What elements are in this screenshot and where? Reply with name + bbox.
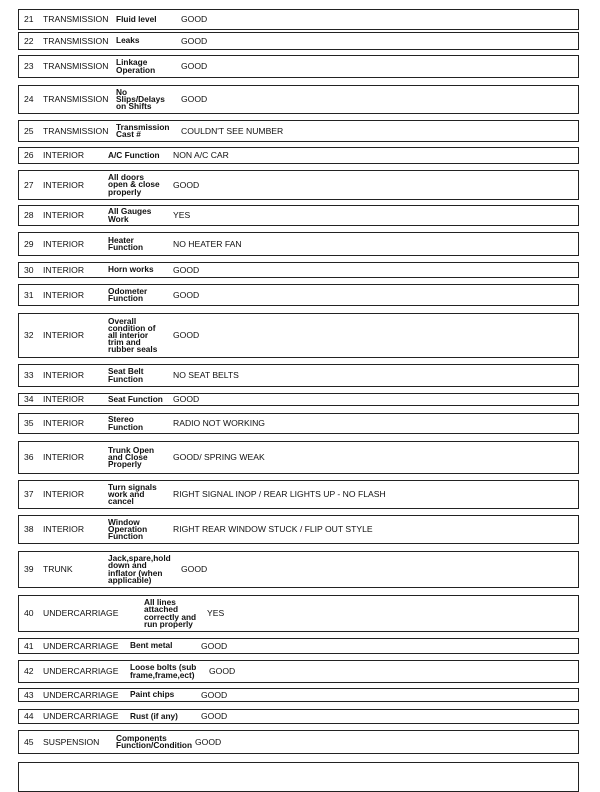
row-item: No Slips/Delays on Shifts: [116, 86, 165, 112]
row-number: 22: [24, 35, 34, 46]
table-row: [18, 709, 579, 724]
row-category: TRANSMISSION: [43, 61, 109, 72]
row-result: YES: [173, 210, 191, 221]
row-number: 35: [24, 418, 34, 429]
row-item: Leaks: [116, 35, 140, 46]
row-item: Jack,spare,hold down and inflator (when applicable): [108, 553, 171, 585]
table-row: [18, 32, 579, 50]
row-item: Heater Function: [108, 234, 144, 252]
row-category: UNDERCARRIAGE: [43, 711, 119, 722]
row-item: Components Function/Condition: [116, 732, 193, 750]
table-row: [18, 205, 579, 226]
row-result: GOOD: [195, 736, 222, 747]
row-number: 38: [24, 524, 34, 535]
row-number: 36: [24, 452, 34, 463]
row-result: GOOD: [201, 640, 228, 651]
row-item: Linkage Operation: [116, 57, 156, 75]
row-number: 24: [24, 94, 34, 105]
row-result: NO SEAT BELTS: [173, 370, 239, 381]
row-result: GOOD: [173, 289, 200, 300]
row-category: UNDERCARRIAGE: [43, 689, 119, 700]
row-category: TRANSMISSION: [43, 125, 109, 136]
row-item: Turn signals work and cancel: [108, 481, 157, 507]
table-row: [18, 232, 579, 256]
table-row: [18, 515, 579, 544]
table-row: [18, 638, 579, 654]
row-result: YES: [207, 608, 225, 619]
table-row: [18, 595, 579, 632]
row-item: Seat Function: [108, 393, 163, 404]
row-number: 26: [24, 150, 34, 161]
table-row: [18, 393, 579, 406]
row-item: Transmission Cast #: [116, 121, 170, 139]
table-row: [18, 364, 579, 387]
table-row: [18, 55, 579, 78]
next-row-border: [18, 762, 579, 792]
row-category: INTERIOR: [43, 394, 85, 405]
table-row: [18, 120, 579, 142]
row-number: 39: [24, 564, 34, 575]
table-row: [18, 313, 579, 358]
row-number: 30: [24, 264, 34, 275]
row-category: INTERIOR: [43, 524, 85, 535]
row-result: GOOD: [173, 330, 200, 341]
row-number: 25: [24, 125, 34, 136]
row-category: TRANSMISSION: [43, 94, 109, 105]
row-result: GOOD: [201, 689, 228, 700]
row-category: UNDERCARRIAGE: [43, 640, 119, 651]
row-item: Overall condition of all interior trim and rubber seals: [108, 315, 158, 355]
row-category: INTERIOR: [43, 489, 85, 500]
row-item: All doors open & close properly: [108, 172, 160, 197]
table-row: [18, 9, 579, 30]
row-result: RIGHT SIGNAL INOP / REAR LIGHTS UP - NO FLASH: [173, 489, 386, 500]
row-item: Stereo Function: [108, 414, 144, 432]
table-row: [18, 551, 579, 588]
row-result: NON A/C CAR: [173, 150, 229, 161]
row-result: GOOD: [173, 179, 200, 190]
table-row: [18, 170, 579, 200]
row-item: Fluid level: [116, 13, 157, 24]
row-category: INTERIOR: [43, 179, 85, 190]
row-result: RIGHT REAR WINDOW STUCK / FLIP OUT STYLE: [173, 524, 373, 535]
row-item: All Gauges Work: [108, 206, 152, 224]
row-number: 28: [24, 210, 34, 221]
row-number: 27: [24, 179, 34, 190]
row-category: INTERIOR: [43, 370, 85, 381]
row-category: SUSPENSION: [43, 736, 100, 747]
row-result: GOOD: [181, 564, 208, 575]
row-category: TRUNK: [43, 564, 73, 575]
row-number: 34: [24, 394, 34, 405]
row-result: RADIO NOT WORKING: [173, 418, 265, 429]
row-number: 37: [24, 489, 34, 500]
row-category: INTERIOR: [43, 238, 85, 249]
row-number: 32: [24, 330, 34, 341]
row-number: 21: [24, 14, 34, 25]
row-item: Rust (if any): [130, 710, 178, 721]
row-result: GOOD/ SPRING WEAK: [173, 452, 265, 463]
table-row: [18, 147, 579, 164]
row-result: NO HEATER FAN: [173, 238, 242, 249]
row-result: GOOD: [181, 14, 208, 25]
row-result: GOOD: [181, 61, 208, 72]
row-category: UNDERCARRIAGE: [43, 666, 119, 677]
row-category: INTERIOR: [43, 150, 85, 161]
table-row: [18, 688, 579, 702]
row-result: GOOD: [173, 264, 200, 275]
table-row: [18, 660, 579, 683]
row-number: 40: [24, 608, 34, 619]
row-category: UNDERCARRIAGE: [43, 608, 119, 619]
row-category: TRANSMISSION: [43, 35, 109, 46]
row-result: COULDN'T SEE NUMBER: [181, 125, 284, 136]
row-number: 29: [24, 238, 34, 249]
row-result: GOOD: [173, 394, 200, 405]
row-category: INTERIOR: [43, 452, 85, 463]
row-number: 33: [24, 370, 34, 381]
row-number: 42: [24, 666, 34, 677]
row-item: Window Operation Function: [108, 516, 148, 542]
row-category: TRANSMISSION: [43, 14, 109, 25]
table-row: [18, 284, 579, 306]
row-category: INTERIOR: [43, 264, 85, 275]
row-item: Bent metal: [130, 640, 173, 651]
row-result: GOOD: [181, 94, 208, 105]
row-number: 45: [24, 736, 34, 747]
row-result: GOOD: [201, 711, 228, 722]
row-item: Loose bolts (sub frame,frame,ect): [130, 662, 197, 680]
table-row: [18, 262, 579, 278]
row-category: INTERIOR: [43, 330, 85, 341]
row-number: 43: [24, 689, 34, 700]
row-item: All lines attached correctly and run properly: [144, 597, 197, 629]
row-item: Horn works: [108, 264, 154, 275]
row-item: Trunk Open and Close Properly: [108, 444, 155, 470]
row-number: 31: [24, 289, 34, 300]
row-number: 44: [24, 711, 34, 722]
row-item: Seat Belt Function: [108, 366, 144, 384]
row-category: INTERIOR: [43, 210, 85, 221]
row-result: GOOD: [209, 666, 236, 677]
table-row: [18, 85, 579, 114]
row-number: 41: [24, 640, 34, 651]
table-row: [18, 480, 579, 509]
row-result: GOOD: [181, 35, 208, 46]
table-row: [18, 413, 579, 434]
row-item: Odometer Function: [108, 285, 148, 303]
row-number: 23: [24, 61, 34, 72]
row-category: INTERIOR: [43, 418, 85, 429]
row-item: A/C Function: [108, 149, 160, 160]
row-category: INTERIOR: [43, 289, 85, 300]
table-row: [18, 441, 579, 474]
table-row: [18, 730, 579, 754]
row-item: Paint chips: [130, 689, 175, 700]
